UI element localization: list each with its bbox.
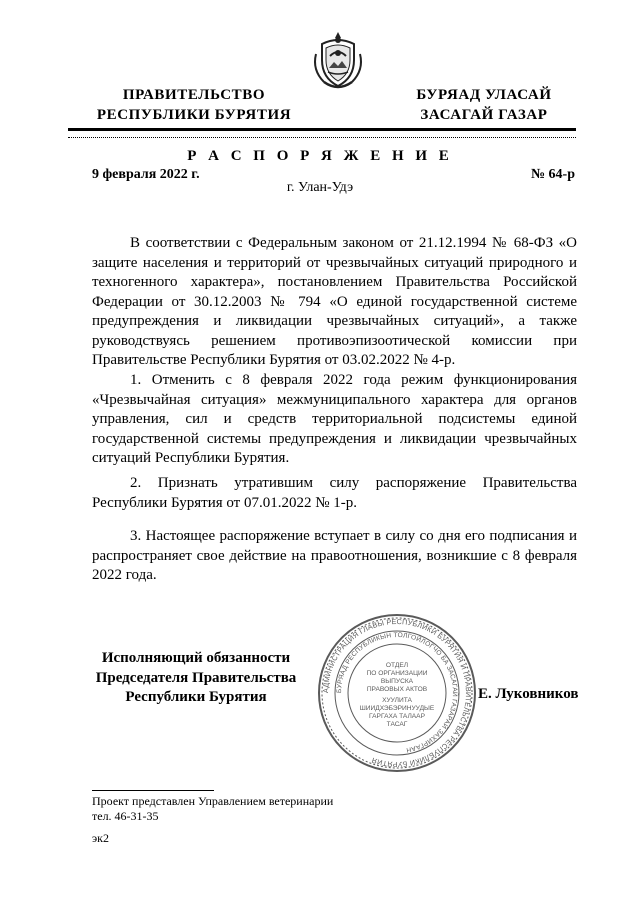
government-name-ru-line1: ПРАВИТЕЛЬСТВО xyxy=(122,87,266,103)
header-right xyxy=(414,85,554,125)
signatory-title xyxy=(92,649,300,708)
header-left xyxy=(94,85,294,125)
footnote-divider xyxy=(92,790,214,791)
stamp-center-line: ХУУЛИТА xyxy=(382,697,412,704)
footnote-copy-mark: эк2 xyxy=(92,831,109,845)
document-title: Р А С П О Р Я Ж Е Н И Е xyxy=(187,148,453,164)
government-name-ru-line2: РЕСПУБЛИКИ БУРЯТИЯ xyxy=(96,107,292,123)
clause-3-paragraph: 3. Настоящее распоряжение вступает в силу со дня его подписания и распространяет свое действие на правоотношения, возникшие с 8 февраля 2022 года. xyxy=(92,528,577,583)
signatory-title-line3: Республики Бурятия xyxy=(125,689,267,705)
coat-of-arms-icon xyxy=(310,30,366,92)
clause-2-paragraph: 2. Признать утратившим силу распоряжение Правительства Республики Бурятия от 07.01.2022 № 1-р. xyxy=(92,475,577,511)
preamble-paragraph: В соответствии с Федеральным законом от 21.12.1994 № 68-ФЗ «О защите населения и территорий от чрезвычайных ситуаций природного и техногенного характера», постановлением Правительства Российской Федерации от 30.12.2003 № 794 «О единой государственной системе предупреждения и ликвидации чрезвычайных ситуаций», а также руководствуясь решением противоэпизоотической комиссии при Правительстве Республики Бурятия от 03.02.2022 № 4-р. xyxy=(92,235,577,368)
document-number: № 64-р xyxy=(530,167,575,182)
signatory-title-line2: Председателя Правительства xyxy=(95,669,297,686)
footnote-project-source: Проект представлен Управлением ветеринарии xyxy=(92,794,334,808)
document-city: г. Улан-Удэ xyxy=(286,180,354,195)
official-stamp xyxy=(316,612,478,774)
footnote-phone: тел. 46-31-35 xyxy=(92,809,159,823)
stamp-center-line: ВЫПУСКА xyxy=(380,678,414,685)
government-name-bua-line1: БУРЯАД УЛАСАЙ xyxy=(416,87,552,103)
stamp-center-line: ПРАВОВЫХ АКТОВ xyxy=(366,686,428,693)
header-divider-dotted xyxy=(68,137,576,138)
signatory-name: Е. Луковников xyxy=(478,686,579,702)
document-date: 9 февраля 2022 г. xyxy=(92,167,200,182)
stamp-center-line: ТАСАГ xyxy=(386,721,408,728)
header-divider-thick xyxy=(68,128,576,131)
stamp-center-line: ГАРГАХА ТАЛААР xyxy=(369,713,425,720)
signatory-title-line1: Исполняющий обязанности xyxy=(101,650,291,666)
stamp-center-line: ШИИДХЭБЭРИНУУДЫЕ xyxy=(359,705,435,712)
government-name-bua-line2: ЗАСАГАЙ ГАЗАР xyxy=(420,107,548,123)
clause-1-paragraph: 1. Отменить с 8 февраля 2022 года режим функционирования «Чрезвычайная ситуация» межмуниципального характера для органов управления, сил и средств территориальной подсистемы единой государственной системы предупреждения и ликвидации чрезвычайных ситуаций Республики Бурятия. xyxy=(92,372,577,466)
stamp-center-line: ОТДЕЛ xyxy=(385,662,409,669)
stamp-inner-text: БУРЯАД РЕСПУБЛИКЫН ТОЛГОЙЛОГЧО БА ЗАСАГАЙ ГАЗАРАЙ ЗАХИРГААН xyxy=(335,631,459,754)
stamp-center-line: ПО ОРГАНИЗАЦИИ xyxy=(366,670,428,677)
stamp-outer-text: АДМИНИСТРАЦИЯ ГЛАВЫ РЕСПУБЛИКИ БУРЯТИЯ И ПРАВИТЕЛЬСТВА РЕСПУБЛИКИ БУРЯТИЯ xyxy=(320,616,474,770)
